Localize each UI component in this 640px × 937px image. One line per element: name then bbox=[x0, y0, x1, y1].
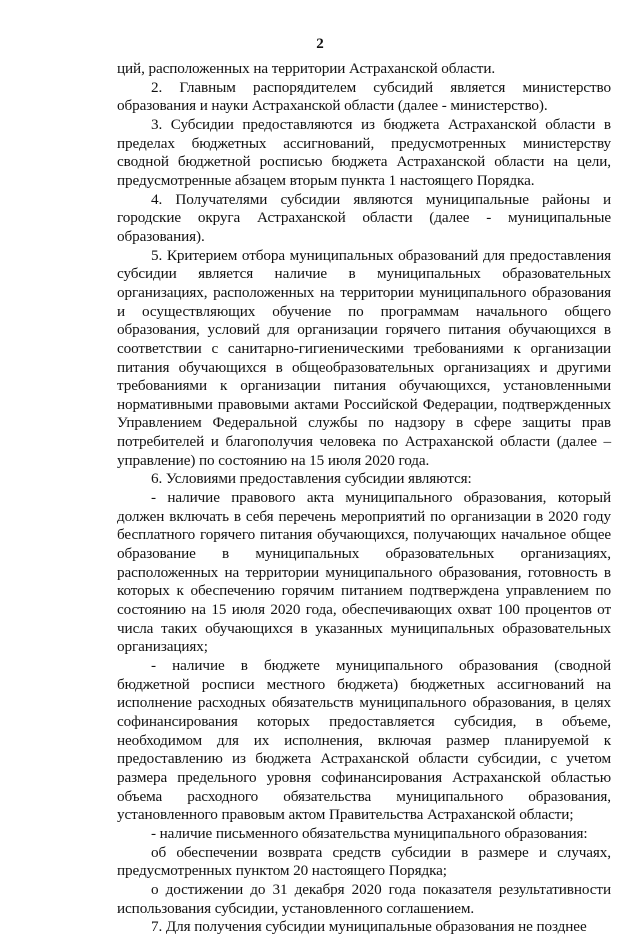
paragraph-continuation: ций, расположенных на территории Астраханской области. bbox=[117, 60, 496, 77]
paragraph-item-3: 3. Субсидии предоставляются из бюджета Астраханской области в пределах бюджетных ассигнований, предусмотренных министерству сводной бюджетной росписью бюджета Астраханской области на цели, предусмотренные абзацем вторым пункта 1 настоящего Порядка. bbox=[117, 115, 611, 189]
paragraph-item-5: 5. Критерием отбора муниципальных образований для предоставления субсидии является наличие в муниципальных образовательных организациях, расположенных на территории муниципального образования и осуществляющих обучение по программам начального общего образования, условий для организации горячего питания обучающихся в соответствии с санитарно-гигиеническими требованиями к организации питания обучающихся в общеобразовательных организациях и другими требованиями к организации питания обучающихся, установленными нормативными правовыми актами Российской Федерации, подтвержденных Управлением Федеральной службы по надзору в сфере защиты прав потребителей и благополучия человека по Астраханской области (далее – управление) по состоянию на 15 июля 2020 года. bbox=[117, 246, 611, 469]
paragraph-item-6: 6. Условиями предоставления субсидии являются: bbox=[151, 470, 472, 488]
condition-legal-act: - наличие правового акта муниципального образования, который должен включать в себя перечень мероприятий по организации в 2020 году бесплатного горячего питания обучающихся, получающих начальное общее образование в муниципальных образовательных организациях, расположенных на территории муниципального образования, готовность в которых к обеспечению горячим питанием подтверждена управлением по состоянию на 15 июля 2020 года, обеспечивающих охват 100 процентов от числа таких обучающихся в указанных муниципальных образовательных организациях; bbox=[117, 489, 611, 656]
document-body bbox=[117, 60, 611, 937]
obligation-refund: об обеспечении возврата средств субсидии в размере и случаях, предусмотренных пунктом 20 настоящего Порядка; bbox=[117, 843, 611, 880]
paragraph-item-4: 4. Получателями субсидии являются муниципальные районы и городские округа Астраханской области (далее - муниципальные образования). bbox=[117, 190, 611, 245]
paragraph-item-7: 7. Для получения субсидии муниципальные образования не позднее bbox=[151, 918, 587, 936]
page-number: 2 bbox=[316, 36, 324, 52]
condition-written-obligation: - наличие письменного обязательства муниципального образования: bbox=[151, 824, 588, 842]
condition-budget-allocations: - наличие в бюджете муниципального образования (сводной бюджетной росписи местного бюджета) бюджетных ассигнований на исполнение расходных обязательств муниципального образования, в целях софинансирования которых предоставляется субсидия, в объеме, необходимом для их исполнения, включая размер планируемой к предоставлению из бюджета Астраханской области субсидии, с учетом размера предельного уровня софинансирования Астраханской областью объема расходного обязательства муниципального образования, установленного правовым актом Правительства Астраханской области; bbox=[117, 657, 611, 824]
paragraph-item-2: 2. Главным распорядителем субсидий является министерство образования и науки Астраханской области (далее - министерство). bbox=[117, 78, 611, 115]
obligation-performance: о достижении до 31 декабря 2020 года показателя результативности использования субсидии, установленного соглашением. bbox=[117, 880, 611, 917]
